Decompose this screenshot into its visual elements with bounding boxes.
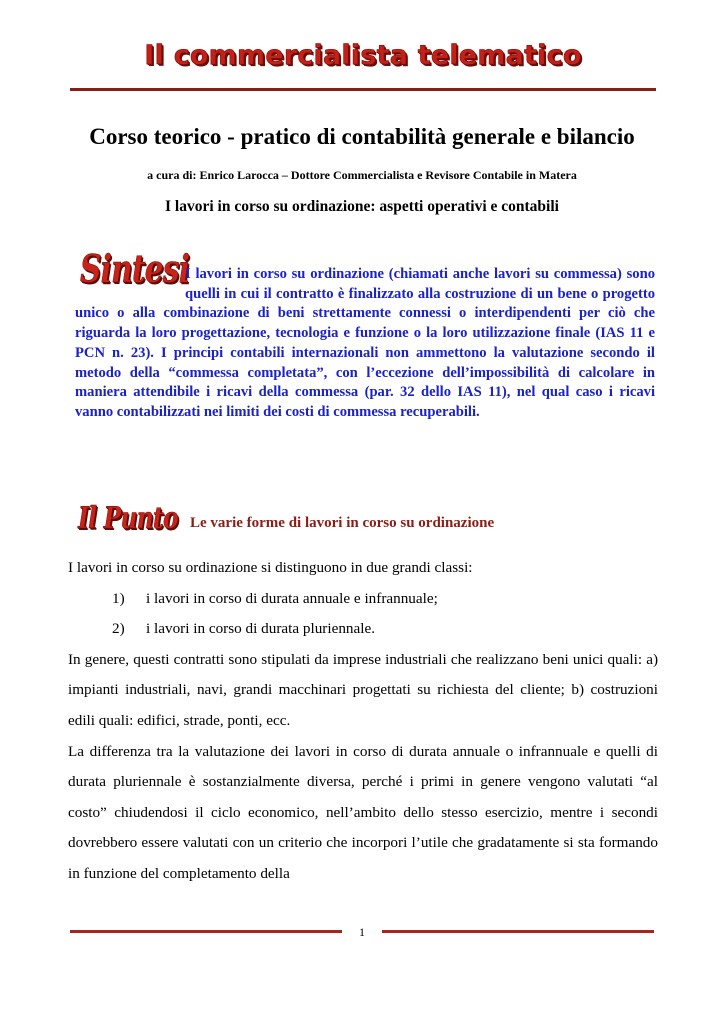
list-item-number: 1)	[112, 589, 125, 607]
document-title: Corso teorico - pratico di contabilità generale e bilancio	[89, 124, 635, 149]
body-text	[68, 553, 658, 890]
section-heading: Le varie forme di lavori in corso su ordinazione	[190, 515, 495, 531]
sintesi-badge: Sintesi	[80, 246, 190, 291]
list-item	[68, 584, 658, 615]
body-paragraph-1: In genere, questi contratti sono stipulati da imprese industriali che realizzano beni unici quali: a) impianti industriali, navi, grandi macchinari progettati su richiesta del cliente; b) costruzioni edili quali: edifici, strade, ponti, ecc.	[68, 650, 658, 729]
list-item	[68, 614, 658, 645]
body-intro: I lavori in corso su ordinazione si distinguono in due grandi classi:	[68, 559, 473, 576]
document-subtitle: I lavori in corso su ordinazione: aspetti operativi e contabili	[165, 198, 559, 215]
masthead-title: Il commercialista telematico	[144, 40, 582, 71]
page-number: 1	[359, 925, 365, 939]
summary-paragraph	[75, 265, 655, 423]
list-item-text: i lavori in corso di durata pluriennale.	[146, 620, 376, 638]
masthead-rule	[70, 88, 656, 91]
il-punto-badge: Il Punto	[78, 501, 178, 536]
footer-rule-left	[70, 930, 342, 933]
classes-list	[68, 584, 658, 645]
footer-rule-right	[382, 930, 654, 933]
list-item-number: 2)	[112, 620, 125, 638]
list-item-text: i lavori in corso di durata annuale e infrannuale;	[146, 589, 438, 607]
summary-text: I lavori in corso su ordinazione (chiamati anche lavori su commessa) sono quelli in cui il contratto è finalizzato alla costruzione di un bene o progetto unico o alla combinazione di beni strettamente connessi o interdipendenti per ciò che riguarda la loro progettazione, tecnologia e funzione o la loro utilizzazione finale (IAS 11 e PCN n. 23). I principi contabili internazionali non ammettono la valutazione secondo il metodo della “commessa completata”, con l’eccezione dell’impossibilità di calcolare in maniera attendibile i ricavi della commessa (par. 32 dello IAS 11), nel qual caso i ricavi vanno contabilizzati nei limiti dei costi di commessa recuperabili.	[75, 266, 655, 420]
document-author: a cura di: Enrico Larocca – Dottore Commercialista e Revisore Contabile in Matera	[147, 168, 577, 182]
badge-spacer	[75, 265, 185, 303]
body-paragraph-2: La differenza tra la valutazione dei lavori in corso di durata annuale o infrannuale e quelli di durata pluriennale è sostanzialmente diversa, perché i primi in genere vengono valutati “al costo” chiudendosi il ciclo economico, nell’ambito dello stesso esercizio, mentre i secondi dovrebbero essere valutati con un criterio che incorpori l’utile che gradatamente si sta formando in funzione del completamento della	[68, 742, 658, 882]
